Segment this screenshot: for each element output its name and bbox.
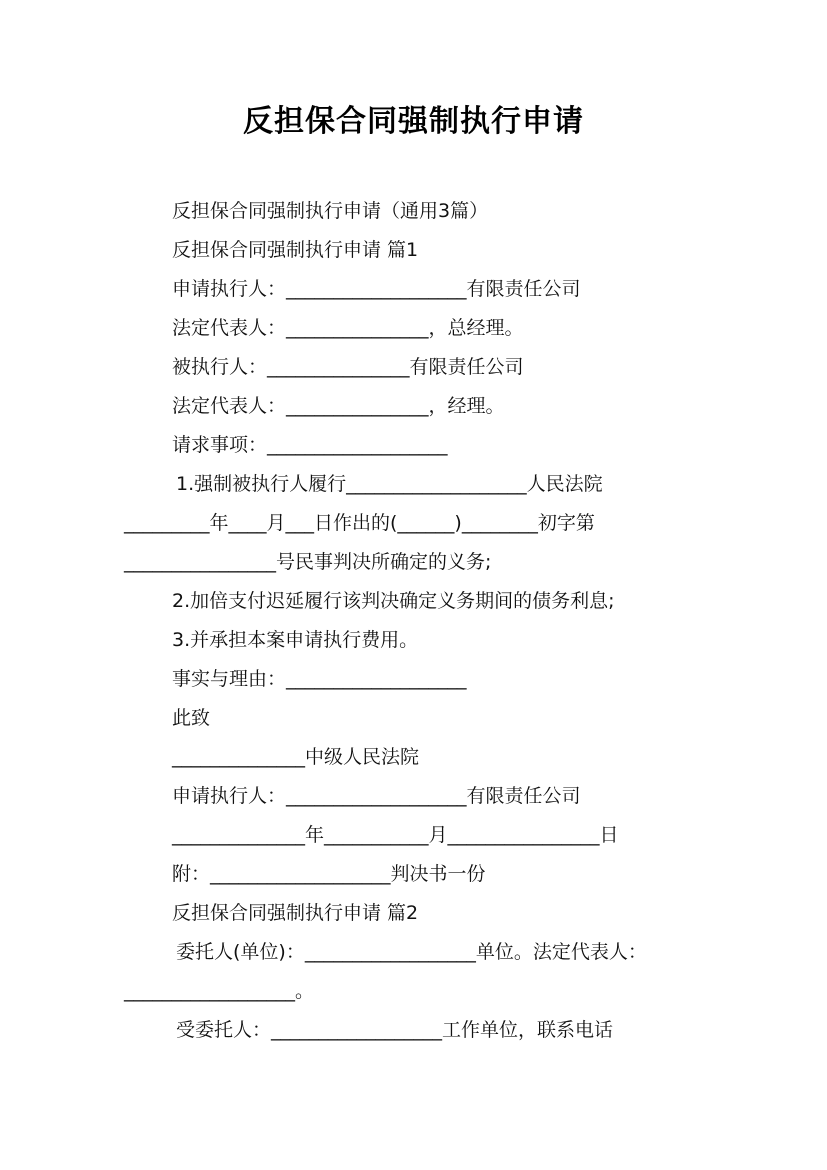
applicant-signature-line: 申请执行人：___________________有限责任公司	[172, 785, 581, 807]
item-3-line: 3.并承担本案申请执行费用。	[172, 629, 419, 651]
attachment-line: 附：___________________判决书一份	[172, 863, 486, 885]
item-1-line: 1.强制被执行人履行___________________人民法院	[176, 473, 603, 495]
subtitle-line: 反担保合同强制执行申请（通用3篇）	[172, 200, 489, 222]
document-title: 反担保合同强制执行申请	[243, 104, 584, 139]
legal-rep-line-1: 法定代表人：_______________，总经理。	[172, 317, 524, 339]
item-1-continuation-2: ________________号民事判决所确定的义务;	[124, 551, 492, 573]
applicant-line: 申请执行人：___________________有限责任公司	[172, 278, 581, 300]
principal-continuation: __________________。	[124, 980, 315, 1002]
item-1-continuation-1: _________年____月___日作出的(______)________初字第	[124, 512, 595, 534]
principal-line: 委托人(单位)：__________________单位。法定代表人：	[176, 941, 647, 963]
request-items-line: 请求事项：___________________	[172, 434, 448, 456]
agent-line: 受委托人：__________________工作单位，联系电话	[176, 1019, 614, 1041]
court-line: ______________中级人民法院	[172, 746, 420, 768]
respondent-line: 被执行人：_______________有限责任公司	[172, 356, 524, 378]
legal-rep-line-2: 法定代表人：_______________，经理。	[172, 395, 505, 417]
facts-reasons-line: 事实与理由：___________________	[172, 668, 467, 690]
salutation-line: 此致	[172, 707, 211, 729]
date-line: ______________年___________月________________日	[172, 824, 619, 846]
section-heading-1: 反担保合同强制执行申请 篇1	[172, 239, 419, 261]
item-2-line: 2.加倍支付迟延履行该判决确定义务期间的债务利息;	[172, 590, 615, 612]
section-heading-2: 反担保合同强制执行申请 篇2	[172, 902, 419, 924]
